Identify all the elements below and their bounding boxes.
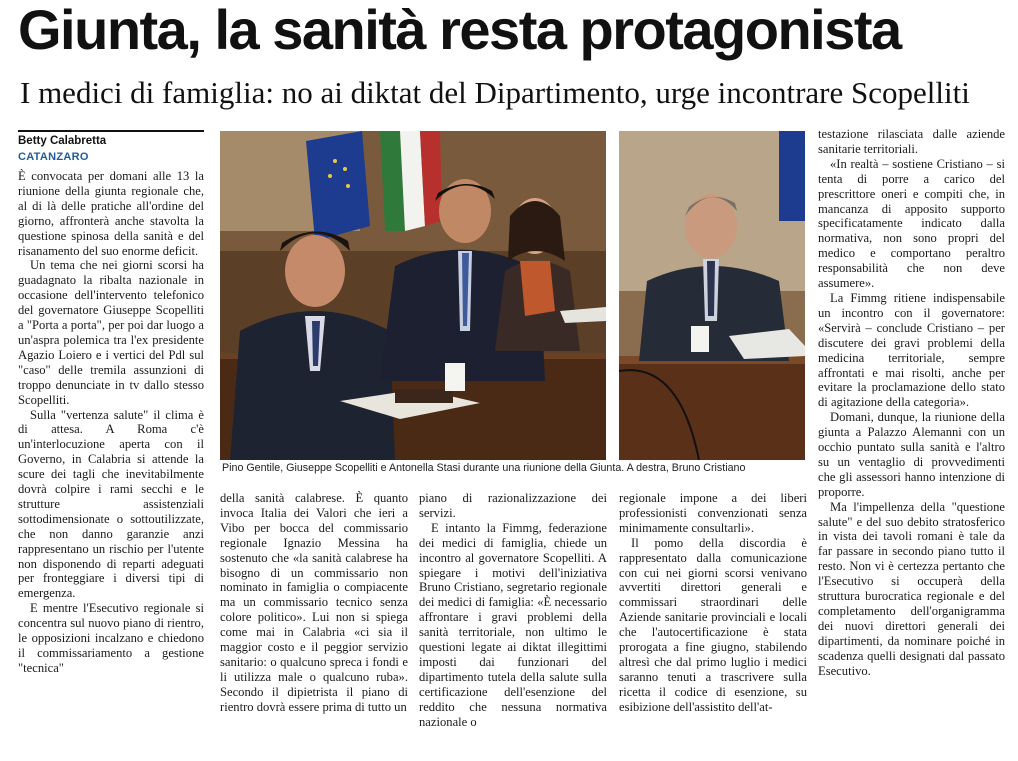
article-column-1 bbox=[18, 169, 204, 759]
paragraph: Un tema che nei giorni scorsi ha guadagnato la ribalta nazionale in occasione dell'intervento telefonico del governatore Giuseppe Scopelliti a "Porta a porta", per poi dar luogo a un'aspra polemica tra l'ex presidente Agazio Loiero e i vertici del Pdl sul "caso" delle tremila assunzioni di troppo denunciate in tv dallo stesso Scopelliti. bbox=[18, 258, 204, 407]
paragraph: Il pomo della discordia è rappresentato dalla comunicazione con cui nei giorni scorsi venivano avvertiti direttori generali e commissari straordinari delle Aziende sanitarie provinciali e locali che l'autocertificazione è stata prorogata a fine giugno, stabilendo altresì che dal primo luglio i medici saranno tenuti a trascrivere sulla ricetta il codice di esenzione, su esibizione dell'assistito dell'at- bbox=[619, 535, 807, 714]
article-column-3 bbox=[419, 491, 607, 761]
subheadline: I medici di famiglia: no ai diktat del Dipartimento, urge incontrare Scopelliti bbox=[20, 75, 970, 110]
paragraph: È convocata per domani alle 13 la riunione della giunta regionale che, al di là delle pratiche all'ordine del giorno, affronterà anche stavolta la questione spinosa della sanità e del risanamento del suo enorme deficit. bbox=[18, 169, 204, 258]
paragraph: Sulla "vertenza salute" il clima è di attesa. A Roma c'è un'interlocuzione aperta con il Governo, in Calabria si attende la scure dei tagli che inevitabilmente dovrà colpire i rami secchi e le strutture assistenziali sottodimensionate o sottoutilizzate, che non danno garanzie anzi rappresentano un rischio per l'utente non disponendo di reparti adeguati per fronteggiare i diversi tipi di emergenza. bbox=[18, 407, 204, 601]
byline-place: CATANZARO bbox=[18, 151, 89, 163]
photo-caption: Pino Gentile, Giuseppe Scopelliti e Antonella Stasi durante una riunione della Giunta. A destra, Bruno Cristiano bbox=[222, 462, 746, 474]
council-meeting-photo bbox=[220, 131, 606, 460]
paragraph: E mentre l'Esecutivo regionale si concentra sul nuovo piano di rientro, le opposizioni incalzano e chiedono il commissariamento a gestione "tecnica" bbox=[18, 601, 204, 675]
byline-rule bbox=[18, 130, 204, 132]
paragraph: Ma l'impellenza della "questione salute" e del suo debito stratosferico in vista dei tavoli romani è tale da far passare in secondo piano tutto il resto. Non vi è certezza pertanto che l'Esecutivo si occuperà della struttura burocratica regionale e del completamento dell'organigramma dei nuovi direttori generali dei dipartimenti, da nominare poiché in scadenza quelli designati dal passato Esecutivo. bbox=[818, 499, 1005, 678]
paragraph: «In realtà – sostiene Cristiano – si tenta di porre a carico del prescrittore oneri e compiti che, in mancanza di apposito supporto specificatamente indicato dalla normativa, non sono propri del medico e comportano peraltro responsabilità che non deve assumere». bbox=[818, 156, 1005, 291]
paragraph: piano di razionalizzazione dei servizi. bbox=[419, 491, 607, 520]
byline-author: Betty Calabretta bbox=[18, 135, 107, 147]
paragraph: La Fimmg ritiene indispensabile un incontro con il governatore: «Servirà – conclude Cristiano – per discutere dei gravi problemi della medicina territoriale, sempre affrontati e mai risolti, anche per evitare la proclamazione dello stato di agitazione della categoria». bbox=[818, 290, 1005, 410]
article-column-4 bbox=[619, 491, 807, 761]
headline: Giunta, la sanità resta protagonista bbox=[18, 0, 901, 61]
paragraph: E intanto la Fimmg, federazione dei medici di famiglia, chiede un incontro al governatore Scopelliti. A spiegare i motivi dell'iniziativa Bruno Cristiano, segretario regionale dei medici di famiglia: «È necessario affrontare i gravi problemi della sanità territoriale, non ultimo le questioni legate ai diktat illegittimi imposti dai funzionari del dipartimento tutela della salute sulla certificazione dell'esenzione del reddito che nessuna normativa nazionale o bbox=[419, 520, 607, 729]
bruno-cristiano-photo bbox=[619, 131, 805, 460]
paragraph: della sanità calabrese. È quanto invoca Italia dei Valori che ieri a Vibo per bocca del commissario regionale Ignazio Messina ha sostenuto che «la sanità calabrese ha bisogno di un commissario non nominato in famiglia o compiacente ma un commissario tecnico senza colore politico». Lui non si spiega come mai in Calabria «ci sia il maggior costo e il peggior servizio sanitario: o qualcuno spreca i fondi e li utilizza male o qualcuno ruba». Secondo il dipietrista il piano di rientro dovrà essere prima di tutto un bbox=[220, 491, 408, 714]
article-column-2 bbox=[220, 491, 408, 761]
article-column-5 bbox=[818, 127, 1005, 757]
paragraph: regionale impone a dei liberi professionisti convenzionati senza minimamente consultarli». bbox=[619, 491, 807, 535]
paragraph: testazione rilasciata dalle aziende sanitarie territoriali. bbox=[818, 127, 1005, 156]
paragraph: Domani, dunque, la riunione della giunta a Palazzo Alemanni con un occhio puntato sulla sanità e l'altro su un ventaglio di provvedimenti che gli assessori hanno intenzione di proporre. bbox=[818, 410, 1005, 499]
